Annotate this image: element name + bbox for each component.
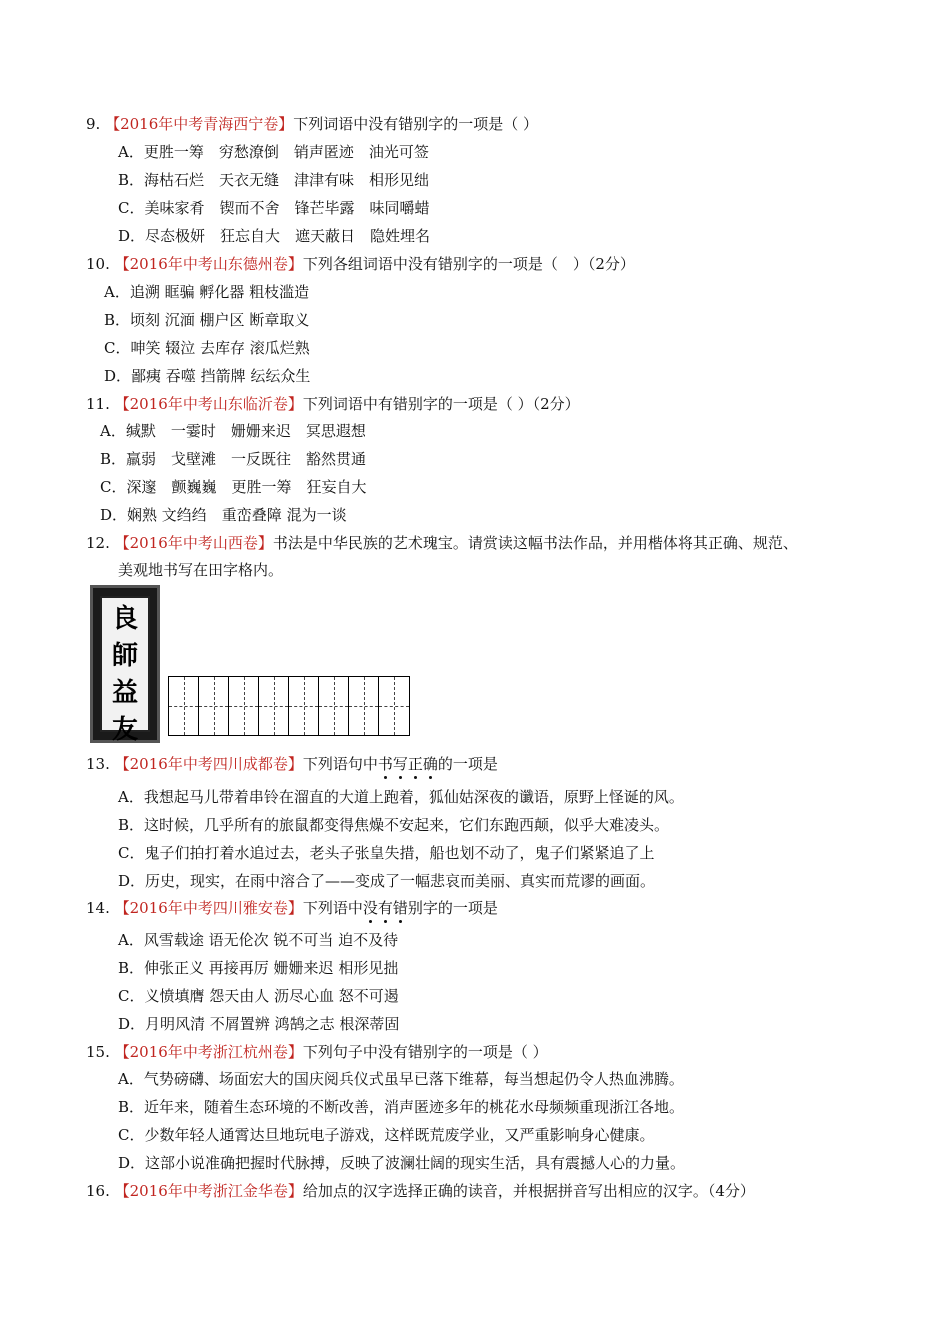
question-number: 12. bbox=[86, 534, 110, 552]
tianzige-cell[interactable] bbox=[379, 677, 409, 735]
tianzige-cell[interactable] bbox=[289, 677, 319, 735]
question-stem: 别字的一项是 bbox=[407, 899, 498, 917]
tianzige-cell[interactable] bbox=[169, 677, 199, 735]
option-a: A．我想起马儿带着串铃在溜直的大道上跑着，狐仙姑深夜的谶语，原野上怪诞的风。 bbox=[118, 788, 684, 806]
question-number: 11. bbox=[86, 395, 110, 413]
option-a: A．气势磅礴、场面宏大的国庆阅兵仪式虽早已落下维幕，每当想起仍令人热血沸腾。 bbox=[118, 1070, 684, 1088]
question-16 bbox=[86, 1180, 755, 1201]
question-number: 15. bbox=[86, 1043, 110, 1061]
option-a: A．追溯 眶骗 孵化器 粗枝滥造 bbox=[104, 283, 310, 301]
dotted-char: 正 bbox=[407, 755, 423, 773]
question-11 bbox=[86, 393, 580, 414]
dotted-char: 错 bbox=[392, 899, 408, 917]
question-source: 【2016年中考山东德州卷】 bbox=[114, 255, 303, 273]
dotted-char: 写 bbox=[392, 755, 408, 773]
question-number: 13. bbox=[86, 755, 110, 773]
question-10 bbox=[86, 253, 635, 274]
option-c: C．深邃 颤巍巍 更胜一筹 狂妄自大 bbox=[100, 478, 367, 496]
option-a: A．风雪载途 语无伦次 锐不可当 迫不及待 bbox=[118, 931, 399, 949]
calligraphy-image bbox=[90, 585, 160, 743]
option-c: C．义愤填膺 怨天由人 沥尽心血 怒不可遏 bbox=[118, 987, 399, 1005]
calligraphy-char: 益 bbox=[111, 678, 138, 708]
question-13 bbox=[86, 753, 498, 774]
tianzige-cell[interactable] bbox=[259, 677, 289, 735]
option-b: B．顷刻 沉湎 棚户区 断章取义 bbox=[104, 311, 310, 329]
option-b: B．近年来，随着生态环境的不断改善，消声匿迹多年的桃花水母频频重现浙江各地。 bbox=[118, 1098, 685, 1116]
option-d: D．历史，现实，在雨中溶合了——变成了一幅悲哀而美丽、真实而荒谬的画面。 bbox=[118, 872, 656, 890]
question-source: 【2016年中考四川成都卷】 bbox=[114, 755, 303, 773]
question-source: 【2016年中考四川雅安卷】 bbox=[114, 899, 303, 917]
tianzige-cell[interactable] bbox=[319, 677, 349, 735]
question-stem: 下列词语中有错别字的一项是（ ）（2分） bbox=[302, 395, 580, 413]
option-c: C．鬼子们拍打着水追过去，老头子张皇失措，船也划不动了，鬼子们紧紧追了上 bbox=[118, 844, 655, 862]
tianzige-cell[interactable] bbox=[199, 677, 229, 735]
question-12 bbox=[86, 532, 798, 553]
option-c: C．少数年轻人通霄达旦地玩电子游戏，这样既荒废学业，又严重影响身心健康。 bbox=[118, 1126, 655, 1144]
question-stem: 下列词语中没有错别字的一项是（ ） bbox=[293, 115, 539, 133]
dotted-char: 书 bbox=[377, 755, 393, 773]
question-9 bbox=[86, 113, 538, 134]
question-number: 9. bbox=[86, 115, 101, 133]
question-15 bbox=[86, 1041, 548, 1062]
question-number: 10. bbox=[86, 255, 110, 273]
option-d: D．尽态极妍 狂忘自大 遮天蔽日 隐姓埋名 bbox=[118, 227, 431, 245]
tianzige-cell[interactable] bbox=[229, 677, 259, 735]
question-stem: 下列各组词语中没有错别字的一项是（ ）（2分） bbox=[302, 255, 635, 273]
option-c: C．呻笑 辍泣 去库存 滚瓜烂熟 bbox=[104, 339, 310, 357]
option-c: C．美味家肴 锲而不舍 锋芒毕露 味同嚼蜡 bbox=[118, 199, 430, 217]
option-b: B．伸张正义 再接再厉 姗姗来迟 相形见拙 bbox=[118, 959, 399, 977]
calligraphy-char: 良 bbox=[111, 604, 138, 634]
question-stem: 的一项是 bbox=[437, 755, 498, 773]
question-source: 【2016年中考青海西宁卷】 bbox=[105, 115, 294, 133]
option-d: D．娴熟 文绉绉 重峦叠障 混为一谈 bbox=[100, 506, 347, 524]
option-b: B．这时候，几乎所有的旅鼠都变得焦燥不安起来，它们东跑西颠，似乎大难凌头。 bbox=[118, 816, 670, 834]
question-number: 16. bbox=[86, 1182, 110, 1200]
dotted-char: 确 bbox=[422, 755, 438, 773]
option-a: A．缄默 一霎时 姗姗来迟 冥思遐想 bbox=[100, 422, 366, 440]
calligraphy-char: 友 bbox=[111, 715, 138, 745]
calligraphy-char: 師 bbox=[111, 641, 138, 671]
question-stem: 下列语中 bbox=[302, 899, 363, 917]
option-b: B．海枯石烂 天衣无缝 津津有味 相形见绌 bbox=[118, 171, 430, 189]
option-d: D．这部小说准确把握时代脉搏，反映了波澜壮阔的现实生活，具有震撼人心的力量。 bbox=[118, 1154, 686, 1172]
option-a: A．更胜一筹 穷愁潦倒 销声匿迹 油光可签 bbox=[118, 143, 429, 161]
tianzige-cell[interactable] bbox=[349, 677, 379, 735]
question-source: 【2016年中考浙江金华卷】 bbox=[114, 1182, 303, 1200]
option-d: D．鄙痍 吞噬 挡箭牌 纭纭众生 bbox=[104, 367, 311, 385]
question-source: 【2016年中考山东临沂卷】 bbox=[114, 395, 303, 413]
dotted-char: 没 bbox=[362, 899, 378, 917]
calligraphy-scroll bbox=[100, 596, 150, 745]
question-stem: 给加点的汉字选择正确的读音，并根据拼音写出相应的汉字。（4分） bbox=[302, 1182, 755, 1200]
question-number: 14. bbox=[86, 899, 110, 917]
question-stem: 下列语句中 bbox=[302, 755, 378, 773]
question-stem: 书法是中华民族的艺术瑰宝。请赏读这幅书法作品，并用楷体将其正确、规范、 bbox=[272, 534, 798, 552]
dotted-char: 有 bbox=[377, 899, 393, 917]
tianzige-grid bbox=[168, 676, 410, 736]
question-stem-continued: 美观地书写在田字格内。 bbox=[118, 561, 284, 579]
question-stem: 下列句子中没有错别字的一项是（ ） bbox=[302, 1043, 548, 1061]
question-14 bbox=[86, 897, 498, 918]
option-d: D．月明风清 不屑置辨 鸿鹄之志 根深蒂固 bbox=[118, 1015, 400, 1033]
question-source: 【2016年中考山西卷】 bbox=[114, 534, 273, 552]
option-b: B．羸弱 戈壁滩 一反既往 豁然贯通 bbox=[100, 450, 367, 468]
question-source: 【2016年中考浙江杭州卷】 bbox=[114, 1043, 303, 1061]
